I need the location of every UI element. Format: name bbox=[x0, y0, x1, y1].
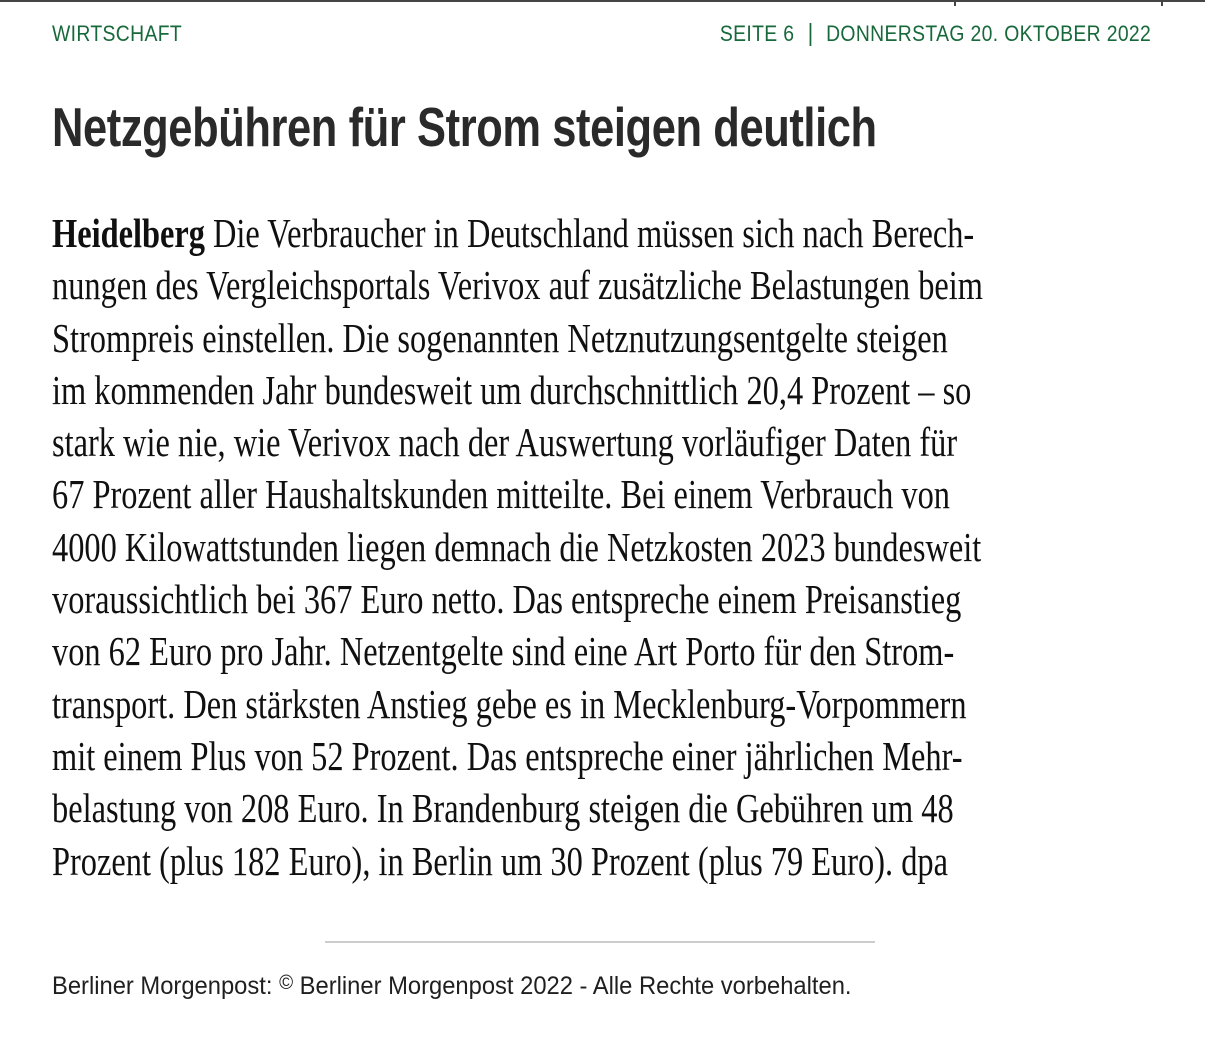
article-line: voraussichtlich bei 367 Euro netto. Das entspreche einem Preisanstieg bbox=[52, 576, 962, 623]
article-line: belastung von 208 Euro. In Brandenburg steigen die Gebühren um 48 bbox=[52, 785, 954, 832]
article-line: mit einem Plus von 52 Prozent. Das entspreche einer jährlichen Mehr- bbox=[52, 732, 963, 779]
footer-divider bbox=[325, 941, 875, 943]
article-line bbox=[52, 207, 974, 259]
section-label: WIRTSCHAFT bbox=[52, 21, 183, 46]
top-rule-tick bbox=[1161, 0, 1163, 6]
article-line: Prozent (plus 182 Euro), in Berlin um 30 Prozent (plus 79 Euro). dpa bbox=[52, 837, 948, 884]
date-label: DONNERSTAG 20. OKTOBER 2022 bbox=[825, 21, 1151, 46]
article-body bbox=[52, 207, 1205, 887]
credit-text: Berliner Morgenpost 2022 - Alle Rechte vorbehalten. bbox=[293, 972, 852, 1000]
top-rule bbox=[0, 0, 1205, 2]
article-line: nungen des Vergleichsportals Verivox auf zusätzliche Belastungen beim bbox=[52, 262, 983, 309]
article-line: stark wie nie, wie Verivox nach der Auswertung vorläufiger Daten für bbox=[52, 419, 958, 466]
article-line: transport. Den stärksten Anstieg gebe es in Mecklenburg-Vorpommern bbox=[52, 680, 967, 727]
masthead bbox=[52, 21, 1151, 47]
credit-prefix: Berliner Morgenpost: bbox=[52, 972, 280, 1000]
article-line: von 62 Euro pro Jahr. Netzentgelte sind eine Art Porto für den Strom- bbox=[52, 628, 955, 675]
footer-credit bbox=[52, 967, 852, 1002]
article-line: 67 Prozent aller Haushaltskunden mitteilte. Bei einem Verbrauch von bbox=[52, 471, 950, 518]
copyright-symbol: © bbox=[279, 972, 294, 994]
top-rule-tick bbox=[954, 0, 956, 6]
article-headline: Netzgebühren für Strom steigen deutlich bbox=[52, 96, 877, 158]
article-line-text: Die Verbraucher in Deutschland müssen sich nach Berech- bbox=[204, 210, 975, 256]
separator-bar bbox=[809, 23, 811, 46]
article-line: im kommenden Jahr bundesweit um durchschnittlich 20,4 Prozent – so bbox=[52, 366, 972, 413]
masthead-right bbox=[720, 21, 1151, 47]
page-number-label: SEITE 6 bbox=[719, 21, 795, 46]
article-line: 4000 Kilowattstunden liegen demnach die Netzkosten 2023 bundesweit bbox=[52, 523, 982, 570]
article-line: Strompreis einstellen. Die sogenannten Netznutzungsentgelte steigen bbox=[52, 314, 948, 361]
dateline: Heidelberg bbox=[52, 210, 205, 256]
